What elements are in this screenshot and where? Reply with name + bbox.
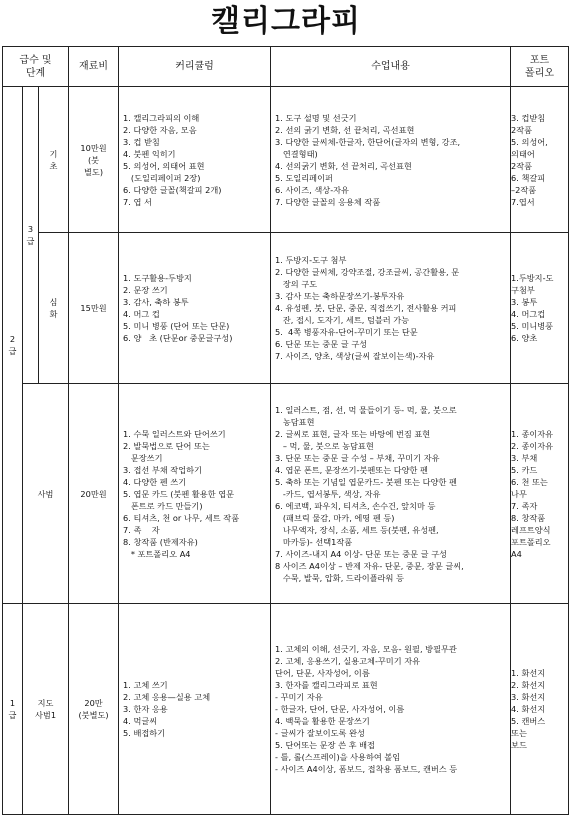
list-item: 5. 축하 또는 기념일 엽문카드- 붓펜 또는 다양한 펜 — [275, 476, 457, 487]
portfolio-instructor — [511, 604, 569, 815]
list-item: 1. 화선지 — [511, 668, 546, 678]
list-item: 3. 감사, 축하 봉투 — [123, 297, 189, 307]
list-item: 6. 양 초 (단문or 중문글구성) — [123, 333, 233, 343]
level-3-cell: 3 급 — [23, 87, 39, 384]
cost-assist: 20만원 — [69, 384, 119, 604]
list-item: 7.엽서 — [511, 196, 535, 207]
content-instructor — [271, 604, 511, 815]
list-item: 6. 양초 — [511, 333, 538, 343]
portfolio-deep — [511, 233, 569, 384]
content-deep — [271, 233, 511, 384]
portfolio-assist — [511, 384, 569, 604]
cost-deep: 15만원 — [69, 233, 119, 384]
cost-instructor: 20만 (붓별도) — [69, 604, 119, 815]
list-item: 4. 백묵을 활용한 문장쓰기 — [275, 716, 370, 726]
list-item: 4. 엽문 폰트, 문장쓰기-붓펜또는 다양한 펜 — [275, 464, 428, 475]
list-item: 7. 사이즈, 양초, 색상(글씨 잘보이는색)-자유 — [275, 351, 435, 361]
list-item: 1. 종이자유 — [511, 428, 554, 439]
list-item: 2작품 — [511, 160, 533, 171]
list-item: 단어, 단문, 사자성어, 이름 — [275, 668, 370, 678]
list-item: 4. 유성펜, 붓, 단문, 중문, 직접쓰기, 전사활용 커피 — [275, 303, 457, 313]
list-item: 6. 티셔츠, 천 or 나무, 세트 작품 — [123, 512, 240, 523]
list-item: 1. 도구활용-두방지 — [123, 273, 192, 283]
stage-assist: 사범 — [23, 384, 69, 604]
list-item: * 포트폴리오 A4 — [123, 548, 191, 559]
stage-basic: 기 초 — [39, 87, 69, 233]
list-item: 3. 한자 응용 — [123, 704, 168, 714]
curriculum-assist — [119, 384, 271, 604]
list-item: 보드 — [511, 740, 527, 750]
list-item: 4. 먹글씨 — [123, 716, 158, 726]
list-item: 7. 다양한 글꼴의 응용체 작품 — [275, 196, 381, 207]
list-item: 3. 한자를 캘리그라피로 표현 — [275, 680, 378, 690]
list-item: –2작품 — [511, 184, 537, 195]
list-item: 3. 컵 받침 — [123, 136, 160, 147]
list-item: 4. 머그컵 — [511, 309, 546, 319]
list-item: 5. 카드 — [511, 464, 538, 475]
list-item: 5. 미니병풍 — [511, 321, 554, 331]
list-item: (패브릭 물감, 마카, 에띵 펜 등) — [275, 512, 395, 523]
list-item: 1. 캘리그라피의 이해 — [123, 112, 200, 123]
list-item: 또는 — [511, 728, 527, 738]
list-item: 7. 족자 — [511, 500, 538, 511]
list-item: 의태어 — [511, 148, 535, 159]
list-item: 2. 화선지 — [511, 680, 546, 690]
list-item: 4. 머그 컵 — [123, 309, 160, 319]
list-item: 6. 에코백, 파우치, 티셔츠, 손수건, 앞치마 등 — [275, 500, 436, 511]
header-row — [3, 47, 569, 87]
list-item: 4. 화선지 — [511, 704, 546, 714]
list-item: 2. 문장 쓰기 — [123, 285, 168, 295]
list-item: 레프트양식 — [511, 524, 551, 535]
list-item: 포트폴리오 — [511, 536, 551, 547]
list-item: 6. 천 또는 — [511, 476, 548, 487]
list-item: 8. 창작품 — [511, 512, 546, 523]
row-deep — [3, 233, 569, 384]
level-2-cell: 2 급 — [3, 87, 23, 604]
list-item: 3. 다양한 글씨체-한글자, 한단어(글자의 변형, 강조, — [275, 136, 461, 147]
list-item: 1. 일러스트, 점, 선, 먹 물들이기 등- 먹, 물, 붓으로 — [275, 404, 457, 415]
list-item: 2. 종이자유 — [511, 440, 554, 451]
list-item: 2작품 — [511, 124, 533, 135]
content-basic — [271, 87, 511, 233]
list-item: 6. 단문 또는 중문 글 구성 — [275, 339, 368, 349]
list-item: - 글씨가 잘보이도록 완성 — [275, 728, 365, 738]
curriculum-instructor — [119, 604, 271, 815]
row-assist — [3, 384, 569, 604]
header-content: 수업내용 — [271, 47, 511, 87]
list-item: 1. 도구 설명 및 선긋기 — [275, 112, 357, 123]
list-item: 1. 고체 쓰기 — [123, 680, 168, 690]
list-item: 7. 엽 서 — [123, 196, 152, 207]
list-item: 2. 고체, 응용쓰기, 실용고체-꾸미기 자유 — [275, 656, 421, 666]
list-item: (도일리페이퍼 2장) — [123, 172, 201, 183]
list-item: -카드, 엽서봉투, 색상, 자유 — [275, 488, 381, 499]
list-item: 3. 부채 — [511, 452, 538, 463]
list-item: - 한글자, 단어, 단문, 사자성어, 이름 — [275, 704, 405, 714]
list-item: 폰트로 카드 만들기) — [123, 500, 203, 511]
list-item: 5. 엽문 카드 (붓펜 활용한 엽문 — [123, 488, 235, 499]
list-item: 3. 감사 또는 축하문장쓰기-봉투자유 — [275, 291, 405, 301]
list-item: 5. 미니 병풍 (단어 또는 단문) — [123, 321, 230, 331]
header-curriculum: 커리큘럼 — [119, 47, 271, 87]
list-item: 3. 접선 부채 작업하기 — [123, 464, 202, 475]
list-item: 5. 단어또는 문장 쓴 후 배접 — [275, 740, 375, 750]
header-level: 급수 및 단계 — [3, 47, 69, 87]
list-item: 2. 발묵법으로 단어 또는 — [123, 440, 210, 451]
list-item: A4 — [511, 548, 522, 559]
list-item: 1. 수묵 일러스트와 단어쓰기 — [123, 428, 226, 439]
list-item: 마카등)- 선택1작품 — [275, 536, 353, 547]
row-instructor — [3, 604, 569, 815]
list-item: 5. 배접하기 — [123, 728, 166, 738]
list-item: - 꾸미기 자유 — [275, 692, 323, 702]
list-item: 5. 캔버스 — [511, 716, 546, 726]
list-item: - 틀, 롤(스프레이)을 사용하여 볼임 — [275, 752, 401, 762]
list-item: 3. 화선지 — [511, 692, 546, 702]
list-item: 2. 고체 응용—실용 고체 — [123, 692, 211, 702]
list-item: 2. 다양한 글씨체, 강약조절, 강조글씨, 공간활용, 문 — [275, 267, 460, 277]
list-item: 4. 선의굵기 변화, 선 끝처리, 곡선표현 — [275, 160, 412, 171]
cost-basic: 10만원 (붓 별도) — [69, 87, 119, 233]
list-item: 5. 4쪽 병풍자유-단어-꾸미기 또는 단문 — [275, 327, 418, 337]
curriculum-deep — [119, 233, 271, 384]
list-item: 4. 붓펜 익히기 — [123, 148, 176, 159]
list-item: 8. 창작품 (반제자유) — [123, 536, 198, 547]
list-item: 7. 족 자 — [123, 524, 160, 535]
list-item: 장의 구도 — [275, 279, 318, 289]
list-item: 1. 두방지-도구 첨부 — [275, 255, 347, 265]
stage-instructor: 지도 사범1 — [23, 604, 69, 815]
list-item: 1.두방지-도 — [511, 273, 554, 283]
header-cost: 재료비 — [69, 47, 119, 87]
list-item: 6. 다양한 글꼴(책갈피 2개) — [123, 184, 222, 195]
curriculum-basic — [119, 87, 271, 233]
list-item: 4. 다양한 펜 쓰기 — [123, 476, 187, 487]
list-item: 3. 봉투 — [511, 297, 538, 307]
page-title: 캘리그라피 — [211, 4, 361, 39]
list-item: 잔, 접시, 도자기, 세트, 텀블러 가능 — [275, 315, 410, 325]
level-1-cell: 1 급 — [3, 604, 23, 815]
list-item: 농담표현 — [275, 416, 315, 427]
list-item: 2. 선의 굵기 변화, 선 끝처리, 곡선표현 — [275, 124, 415, 135]
content-assist — [271, 384, 511, 604]
list-item: 7. 사이즈-내지 A4 이상- 단문 또는 중문 글 구성 — [275, 548, 447, 559]
list-item: 3. 컵받침 — [511, 112, 546, 123]
list-item: - 사이즈 A4이상, 폼보드, 접착용 폼보드, 캔버스 등 — [275, 764, 458, 774]
list-item: 5. 의성어, — [511, 136, 548, 147]
list-item: 2. 글씨로 표현, 글자 또는 바탕에 번짐 표현 — [275, 428, 431, 439]
header-portfolio: 포트 폴리오 — [511, 47, 569, 87]
portfolio-basic — [511, 87, 569, 233]
row-basic — [3, 87, 569, 233]
list-item: 5. 도일리페이퍼 — [275, 172, 333, 183]
list-item: 6. 책갈피 — [511, 172, 546, 183]
list-item: 나무 — [511, 488, 527, 499]
list-item: 연결형태) — [275, 148, 318, 159]
list-item: 6. 사이즈, 색상-자유 — [275, 184, 349, 195]
list-item: 나무액자, 장식, 소품, 세트 등(붓펜, 유성펜, — [275, 524, 439, 535]
list-item: 문장쓰기 — [123, 452, 163, 463]
list-item: 3. 단문 또는 중문 글 수성 – 부채, 꾸미기 자유 — [275, 452, 440, 463]
list-item: – 먹, 물, 붓으로 농담표현 — [275, 440, 374, 451]
list-item: 2. 다양한 자음, 모음 — [123, 124, 197, 135]
list-item: 구첨부 — [511, 285, 535, 295]
curriculum-table — [2, 46, 569, 815]
stage-deep: 심 화 — [39, 233, 69, 384]
list-item: 5. 의성어, 의태어 표현 — [123, 160, 205, 171]
list-item: 1. 고체의 이해, 선긋기, 자음, 모음- 원필, 방필무관 — [275, 644, 457, 654]
list-item: 수묵, 발묵, 압화, 드라이플라워 등 — [275, 572, 404, 583]
list-item: 8 사이즈 A4이상 – 반제 자유- 단문, 중문, 장문 글씨, — [275, 560, 464, 571]
